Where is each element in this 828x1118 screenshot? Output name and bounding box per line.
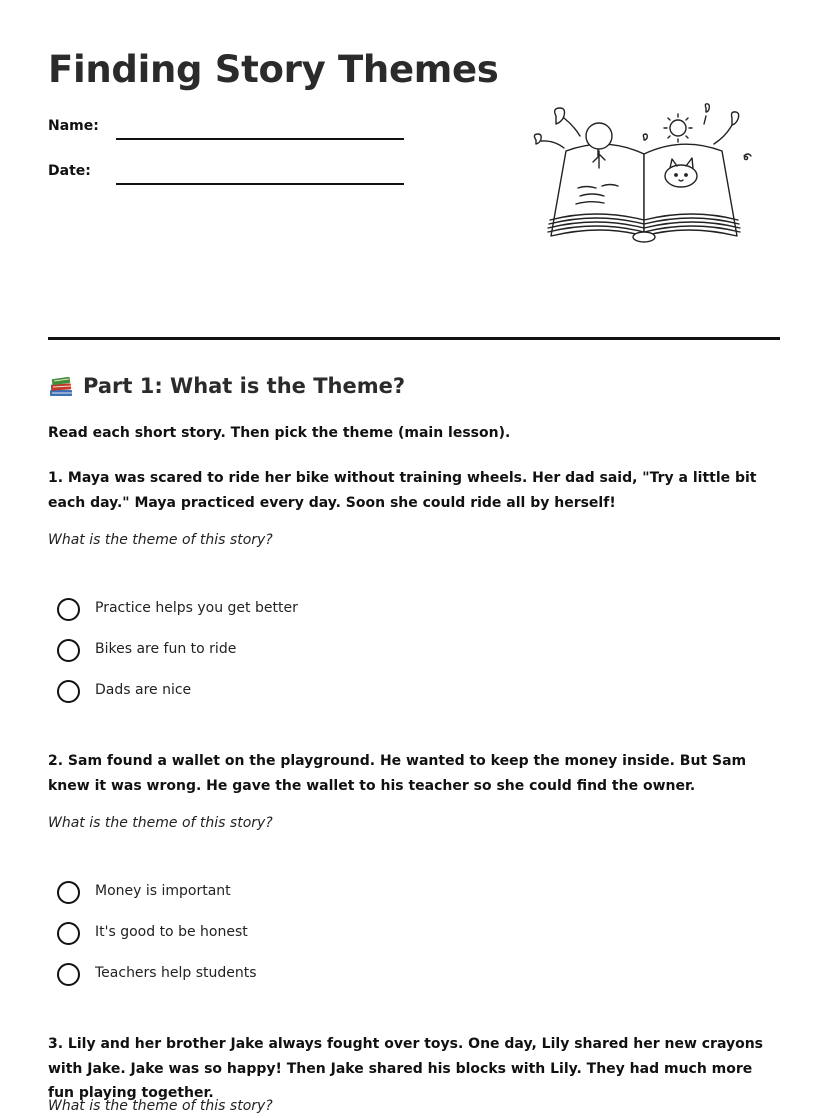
worksheet-title: Finding Story Themes — [48, 48, 499, 91]
date-line[interactable] — [116, 183, 404, 185]
part1-heading-text: Part 1: What is the Theme? — [83, 374, 406, 398]
question-3-prompt: What is the theme of this story? — [48, 1098, 273, 1114]
date-field-row — [48, 163, 408, 193]
question-2-text: 2. Sam found a wallet on the playground. He wanted to keep the money inside. But Sam knew it was wrong. He gave the wallet to his teacher so she could find the owner. — [48, 753, 747, 794]
question-1 — [48, 466, 780, 706]
radio-button[interactable] — [57, 639, 80, 662]
radio-button[interactable] — [57, 598, 80, 621]
name-line[interactable] — [116, 138, 404, 140]
question-1-text: 1. Maya was scared to ride her bike without training wheels. Her dad said, "Try a little bit each day." Maya practiced every day. Soon she could ride all by herself! — [48, 470, 757, 511]
question-1-prompt: What is the theme of this story? — [48, 532, 273, 548]
question-2-prompt: What is the theme of this story? — [48, 815, 273, 831]
question-2-option-2[interactable] — [57, 922, 457, 946]
date-label: Date: — [48, 163, 91, 179]
question-2-option-3[interactable] — [57, 963, 457, 987]
question-1-option-2[interactable] — [57, 639, 457, 663]
name-field-row — [48, 118, 408, 148]
question-3-text: 3. Lily and her brother Jake always fought over toys. One day, Lily shared her new crayons with Jake. Jake was so happy! Then Jake shared his blocks with Lily. They had much more fun playing together. — [48, 1036, 764, 1101]
option-label: Money is important — [95, 883, 231, 899]
part1-instructions: Read each short story. Then pick the theme (main lesson). — [48, 425, 511, 441]
open-storybook-doodle-icon — [526, 96, 758, 246]
part1-heading — [48, 374, 405, 398]
question-2-option-1[interactable] — [57, 881, 457, 905]
question-3 — [48, 1032, 780, 1118]
radio-button[interactable] — [57, 922, 80, 945]
option-label: Practice helps you get better — [95, 600, 298, 616]
option-label: It's good to be honest — [95, 924, 248, 940]
option-label: Teachers help students — [95, 965, 257, 981]
header-divider — [48, 337, 780, 340]
books-icon — [48, 374, 74, 398]
question-2 — [48, 749, 780, 989]
name-label: Name: — [48, 118, 99, 134]
option-label: Dads are nice — [95, 682, 192, 698]
question-1-option-1[interactable] — [57, 598, 457, 622]
radio-button[interactable] — [57, 680, 80, 703]
question-1-option-3[interactable] — [57, 680, 457, 704]
radio-button[interactable] — [57, 881, 80, 904]
option-label: Bikes are fun to ride — [95, 641, 237, 657]
radio-button[interactable] — [57, 963, 80, 986]
